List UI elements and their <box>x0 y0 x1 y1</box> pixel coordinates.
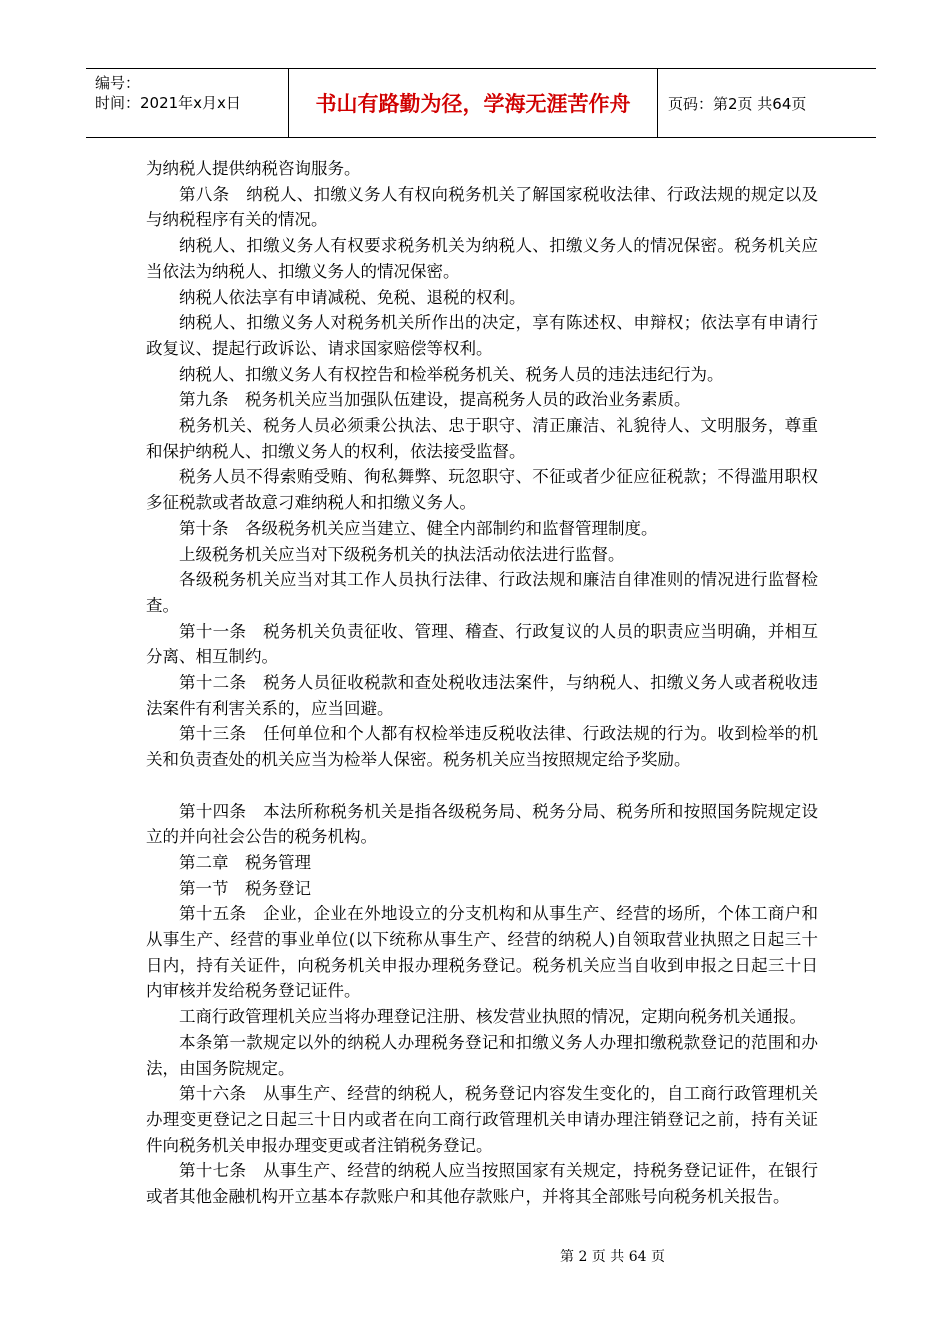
paragraph: 纳税人、扣缴义务人有权要求税务机关为纳税人、扣缴义务人的情况保密。税务机关应当依法为纳税人、扣缴义务人的情况保密。 <box>146 236 818 281</box>
time-label: 时间：2021年x月x日 <box>95 94 241 112</box>
page-header <box>86 68 876 138</box>
paragraph: 第九条 税务机关应当加强队伍建设，提高税务人员的政治业务素质。 <box>179 390 691 410</box>
paragraph: 上级税务机关应当对下级税务机关的执法活动依法进行监督。 <box>179 544 625 564</box>
paragraph: 第十二条 税务人员征收税款和查处税收违法案件，与纳税人、扣缴义务人或者税收违法案件有利害关系的，应当回避。 <box>146 673 818 718</box>
paragraph: 第十四条 本法所称税务机关是指各级税务局、税务分局、税务所和按照国务院规定设立的并向社会公告的税务机构。 <box>146 801 818 847</box>
header-page-info: 页码：第2页 共64页 <box>668 94 807 113</box>
header-motto: 书山有路勤为径，学海无涯苦作舟 <box>289 69 658 137</box>
chapter-heading: 第二章 税务管理 <box>179 852 311 872</box>
page-footer: 第 2 页 共 64 页 <box>560 1249 665 1265</box>
paragraph: 为纳税人提供纳税咨询服务。 <box>146 159 361 178</box>
paragraph: 工商行政管理机关应当将办理登记注册、核发营业执照的情况，定期向税务机关通报。 <box>179 1007 806 1027</box>
paragraph: 税务机关、税务人员必须秉公执法、忠于职守、清正廉洁、礼貌待人、文明服务，尊重和保护纳税人、扣缴义务人的权利，依法接受监督。 <box>146 416 818 461</box>
header-meta-cell <box>86 69 289 137</box>
paragraph: 第十六条 从事生产、经营的纳税人，税务登记内容发生变化的，自工商行政管理机关办理变更登记之日起三十日内或者在向工商行政管理机关申请办理注销登记之前，持有关证件向税务机关申报办理变更或者注销税务登记。 <box>146 1084 818 1155</box>
serial-number-label: 编号： <box>95 74 141 92</box>
paragraph: 第十七条 从事生产、经营的纳税人应当按照国家有关规定，持税务登记证件，在银行或者其他金融机构开立基本存款账户和其他存款账户，并将其全部账号向税务机关报告。 <box>146 1161 818 1207</box>
paragraph: 第十条 各级税务机关应当建立、健全内部制约和监督管理制度。 <box>179 518 658 538</box>
paragraph: 第十三条 任何单位和个人都有权检举违反税收法律、行政法规的行为。收到检举的机关和负责查处的机关应当为检举人保密。税务机关应当按照规定给予奖励。 <box>146 724 818 770</box>
paragraph: 第十五条 企业，企业在外地设立的分支机构和从事生产、经营的场所，个体工商户和从事生产、经营的事业单位(以下统称从事生产、经营的纳税人)自领取营业执照之日起三十日内，持有关证件，向税务机关申报办理税务登记。税务机关应当自收到申报之日起三十日内审核并发给税务登记证件。 <box>146 904 818 1001</box>
paragraph: 本条第一款规定以外的纳税人办理税务登记和扣缴义务人办理扣缴税款登记的范围和办法，由国务院规定。 <box>146 1032 818 1078</box>
paragraph: 各级税务机关应当对其工作人员执行法律、行政法规和廉洁自律准则的情况进行监督检查。 <box>146 570 818 615</box>
paragraph: 纳税人、扣缴义务人对税务机关所作出的决定，享有陈述权、申辩权；依法享有申请行政复议、提起行政诉讼、请求国家赔偿等权利。 <box>146 313 818 358</box>
document-body <box>146 156 818 1210</box>
paragraph: 第八条 纳税人、扣缴义务人有权向税务机关了解国家税收法律、行政法规的规定以及与纳税程序有关的情况。 <box>146 184 818 230</box>
paragraph: 纳税人、扣缴义务人有权控告和检举税务机关、税务人员的违法违纪行为。 <box>179 364 724 384</box>
paragraph: 税务人员不得索贿受贿、徇私舞弊、玩忽职守、不征或者少征应征税款；不得滥用职权多征税款或者故意刁难纳税人和扣缴义务人。 <box>146 467 818 513</box>
paragraph: 纳税人依法享有申请减税、免税、退税的权利。 <box>179 287 526 307</box>
section-heading: 第一节 税务登记 <box>179 878 311 898</box>
paragraph: 第十一条 税务机关负责征收、管理、稽查、行政复议的人员的职责应当明确，并相互分离、相互制约。 <box>146 621 818 667</box>
